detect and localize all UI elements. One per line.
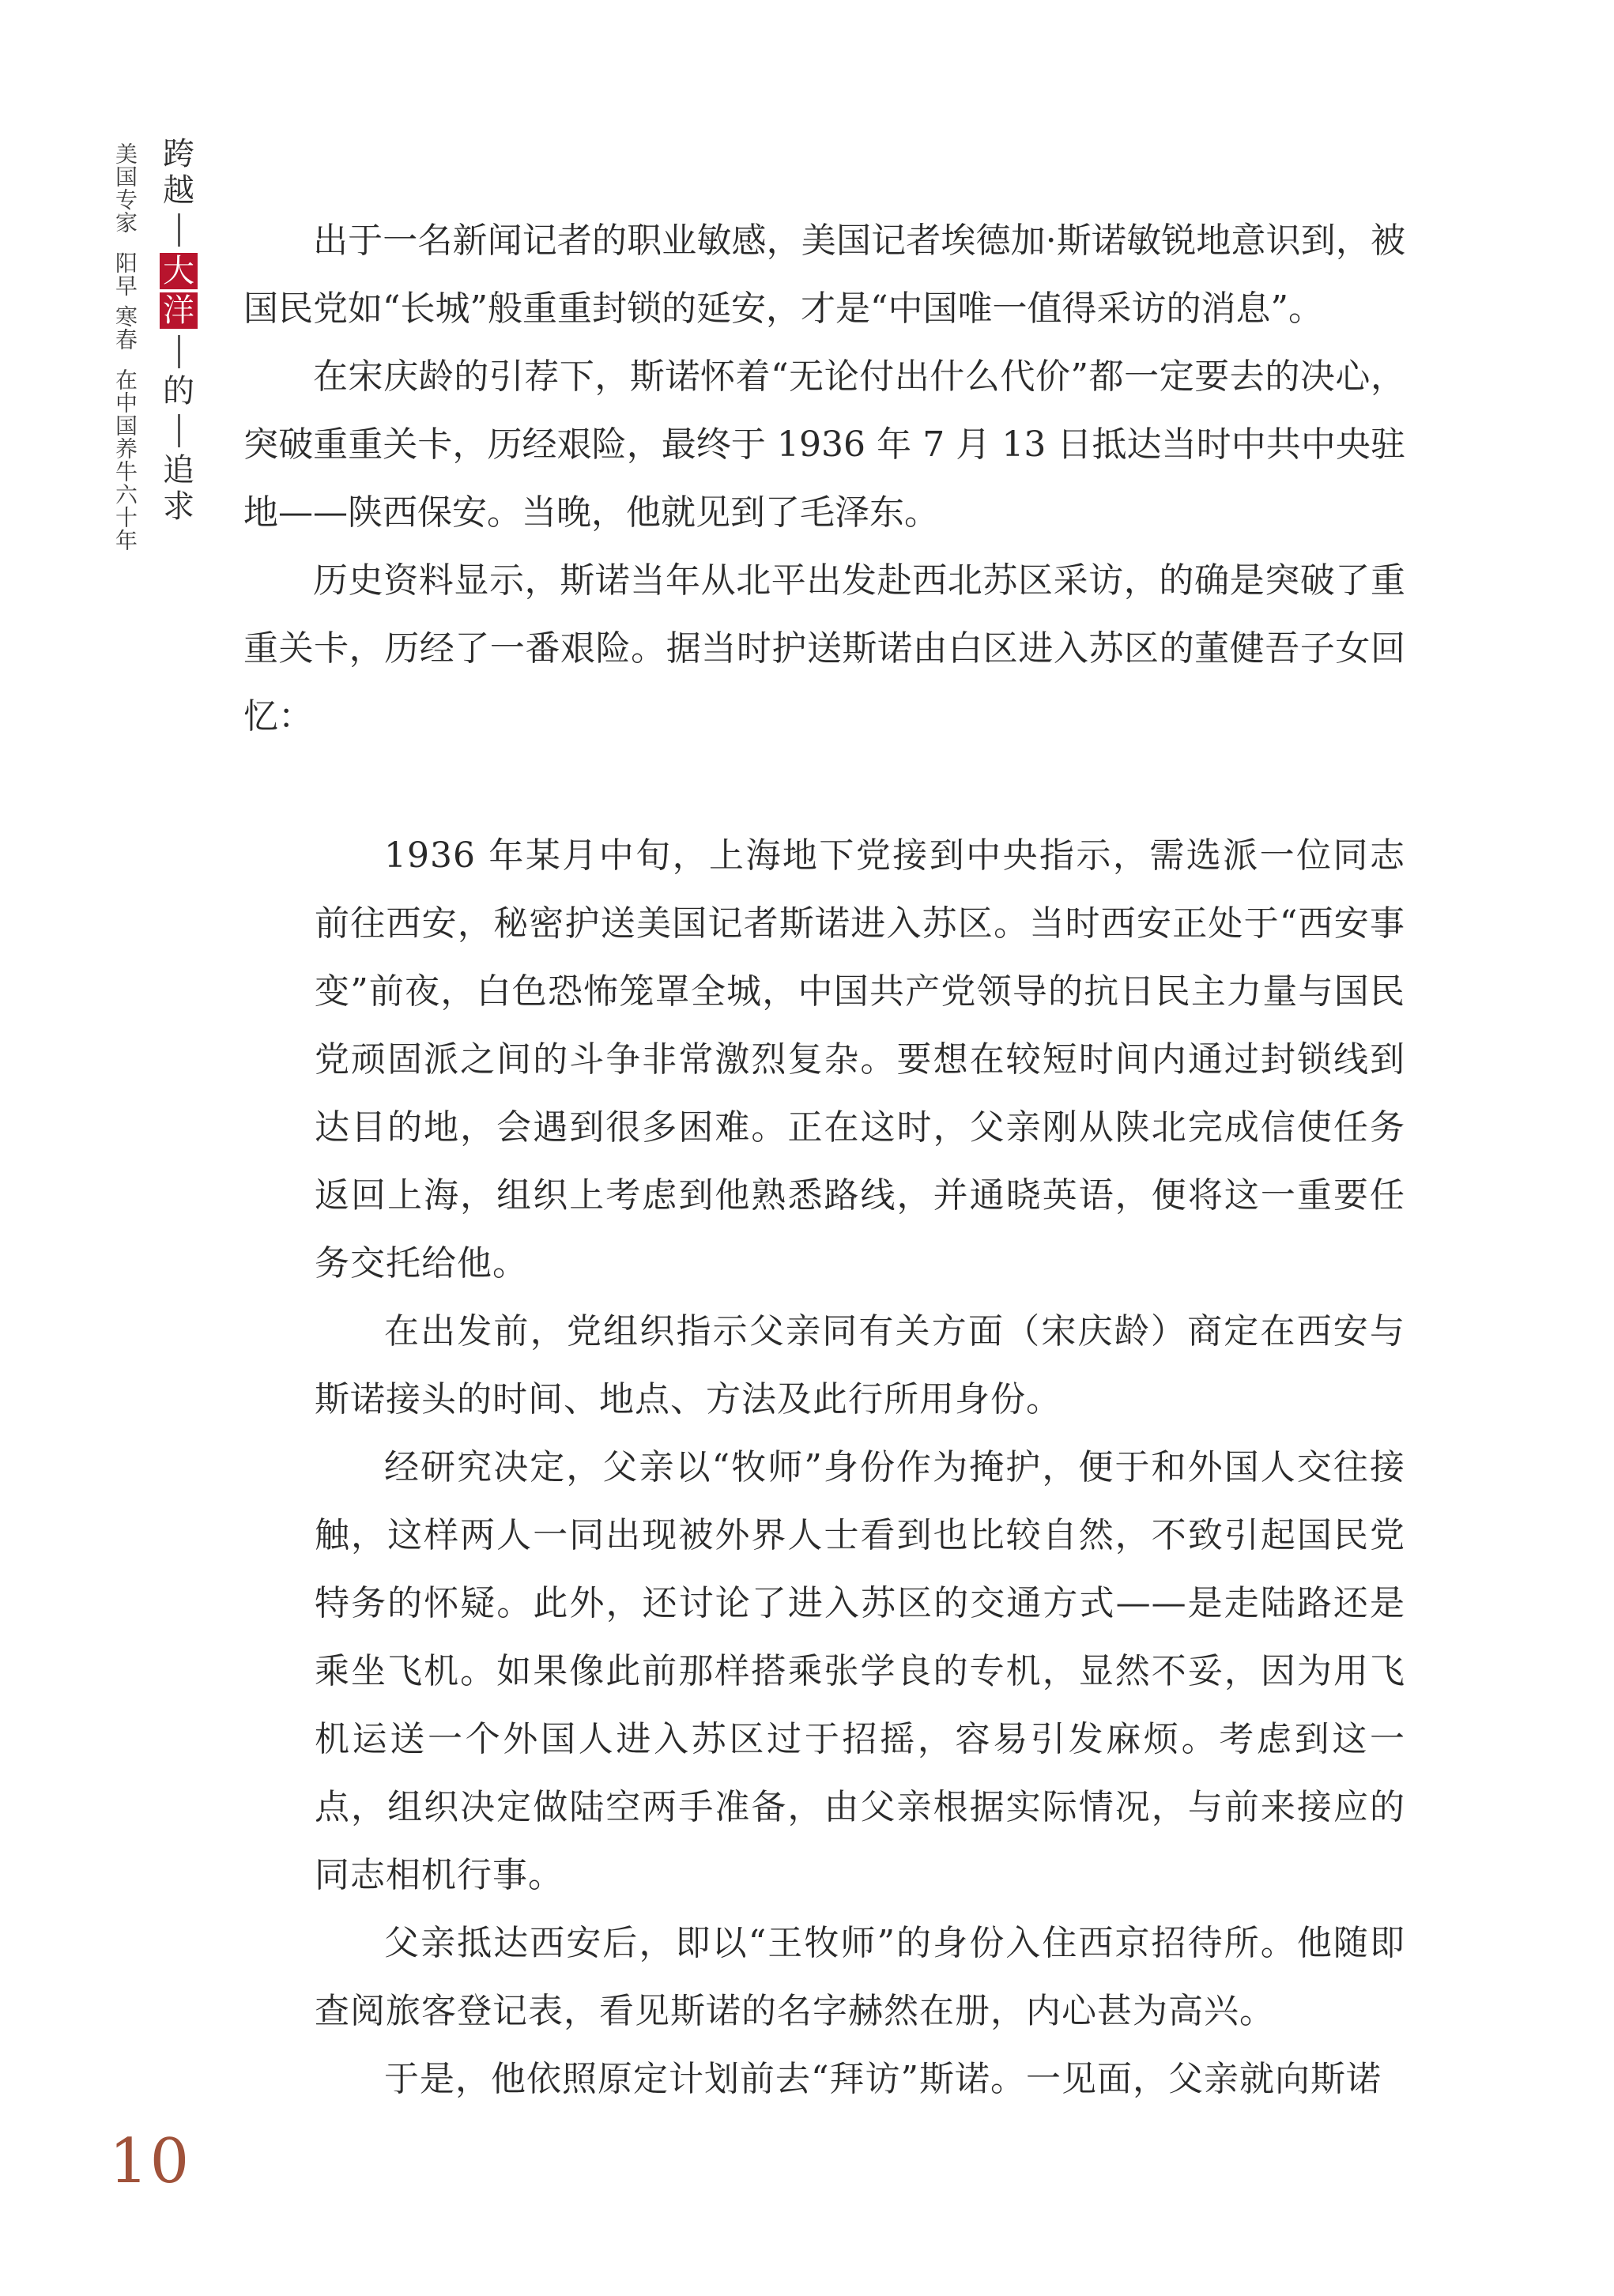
block-quote [315, 822, 1405, 2113]
quote-paragraph: 父亲抵达西安后，即以“王牧师”的身份入住西京招待所。他随即查阅旅客登记表，看见斯诺的名字赫然在册，内心甚为高兴。 [315, 1923, 1405, 2031]
title-char-highlight: 洋 [160, 292, 198, 329]
paragraph: 出于一名新闻记者的职业敏感，美国记者埃德加·斯诺敏锐地意识到，被国民党如“长城”般重重封锁的延安，才是“中国唯一值得采访的消息”。 [243, 221, 1405, 329]
title-char: 的 [163, 373, 194, 409]
quote-paragraph: 在出发前，党组织指示父亲同有关方面（宋庆龄）商定在西安与斯诺接头的时间、地点、方法及此行所用身份。 [315, 1311, 1405, 1419]
main-text [243, 207, 1405, 751]
title-divider [178, 414, 180, 447]
paragraph: 历史资料显示，斯诺当年从北平出发赴西北苏区采访，的确是突破了重重关卡，历经了一番艰险。据当时护送斯诺由白区进入苏区的董健吾子女回忆： [243, 560, 1405, 737]
title-char: 越 [163, 172, 194, 209]
title-divider [178, 213, 180, 247]
title-char: 追 [163, 452, 194, 488]
subtitle-part: 美国专家 [112, 142, 138, 234]
quote-paragraph: 经研究决定，父亲以“牧师”身份作为掩护，便于和外国人交往接触，这样两人一同出现被外界人士看到也比较自然，不致引起国民党特务的怀疑。此外，还讨论了进入苏区的交通方式——是走陆路还是乘坐飞机。如果像此前那样搭乘张学良的专机，显然不妥，因为用飞机运送一个外国人进入苏区过于招摇，容易引发麻烦。考虑到这一点，组织决定做陆空两手准备，由父亲根据实际情况，与前来接应的同志相机行事。 [315, 1447, 1405, 1895]
book-title [155, 136, 202, 525]
title-char: 跨 [163, 136, 194, 172]
subtitle-part: 阳早 寒春 [112, 251, 138, 351]
title-char: 求 [163, 488, 194, 525]
title-char-highlight: 大 [160, 253, 198, 289]
quote-paragraph: 1936 年某月中旬，上海地下党接到中央指示，需选派一位同志前往西安，秘密护送美国记者斯诺进入苏区。当时西安正处于“西安事变”前夜，白色恐怖笼罩全城，中国共产党领导的抗日民主力量与国民党顽固派之间的斗争非常激烈复杂。要想在较短时间内通过封锁线到达目的地，会遇到很多困难。正在这时，父亲刚从陕北完成信使任务返回上海，组织上考虑到他熟悉路线，并通晓英语，便将这一重要任务交托给他。 [315, 835, 1405, 1284]
book-subtitle [109, 142, 141, 561]
paragraph: 在宋庆龄的引荐下，斯诺怀着“无论付出什么代价”都一定要去的决心，突破重重关卡，历经艰险，最终于 1936 年 7 月 13 日抵达当时中共中央驻地——陕西保安。当晚，他就见到了毛泽东。 [243, 356, 1405, 533]
title-divider [178, 335, 180, 368]
page-number: 10 [109, 2126, 191, 2197]
quote-paragraph: 于是，他依照原定计划前去“拜访”斯诺。一见面，父亲就向斯诺 [384, 2059, 1382, 2099]
subtitle-part: 在中国养牛六十年 [112, 368, 138, 552]
